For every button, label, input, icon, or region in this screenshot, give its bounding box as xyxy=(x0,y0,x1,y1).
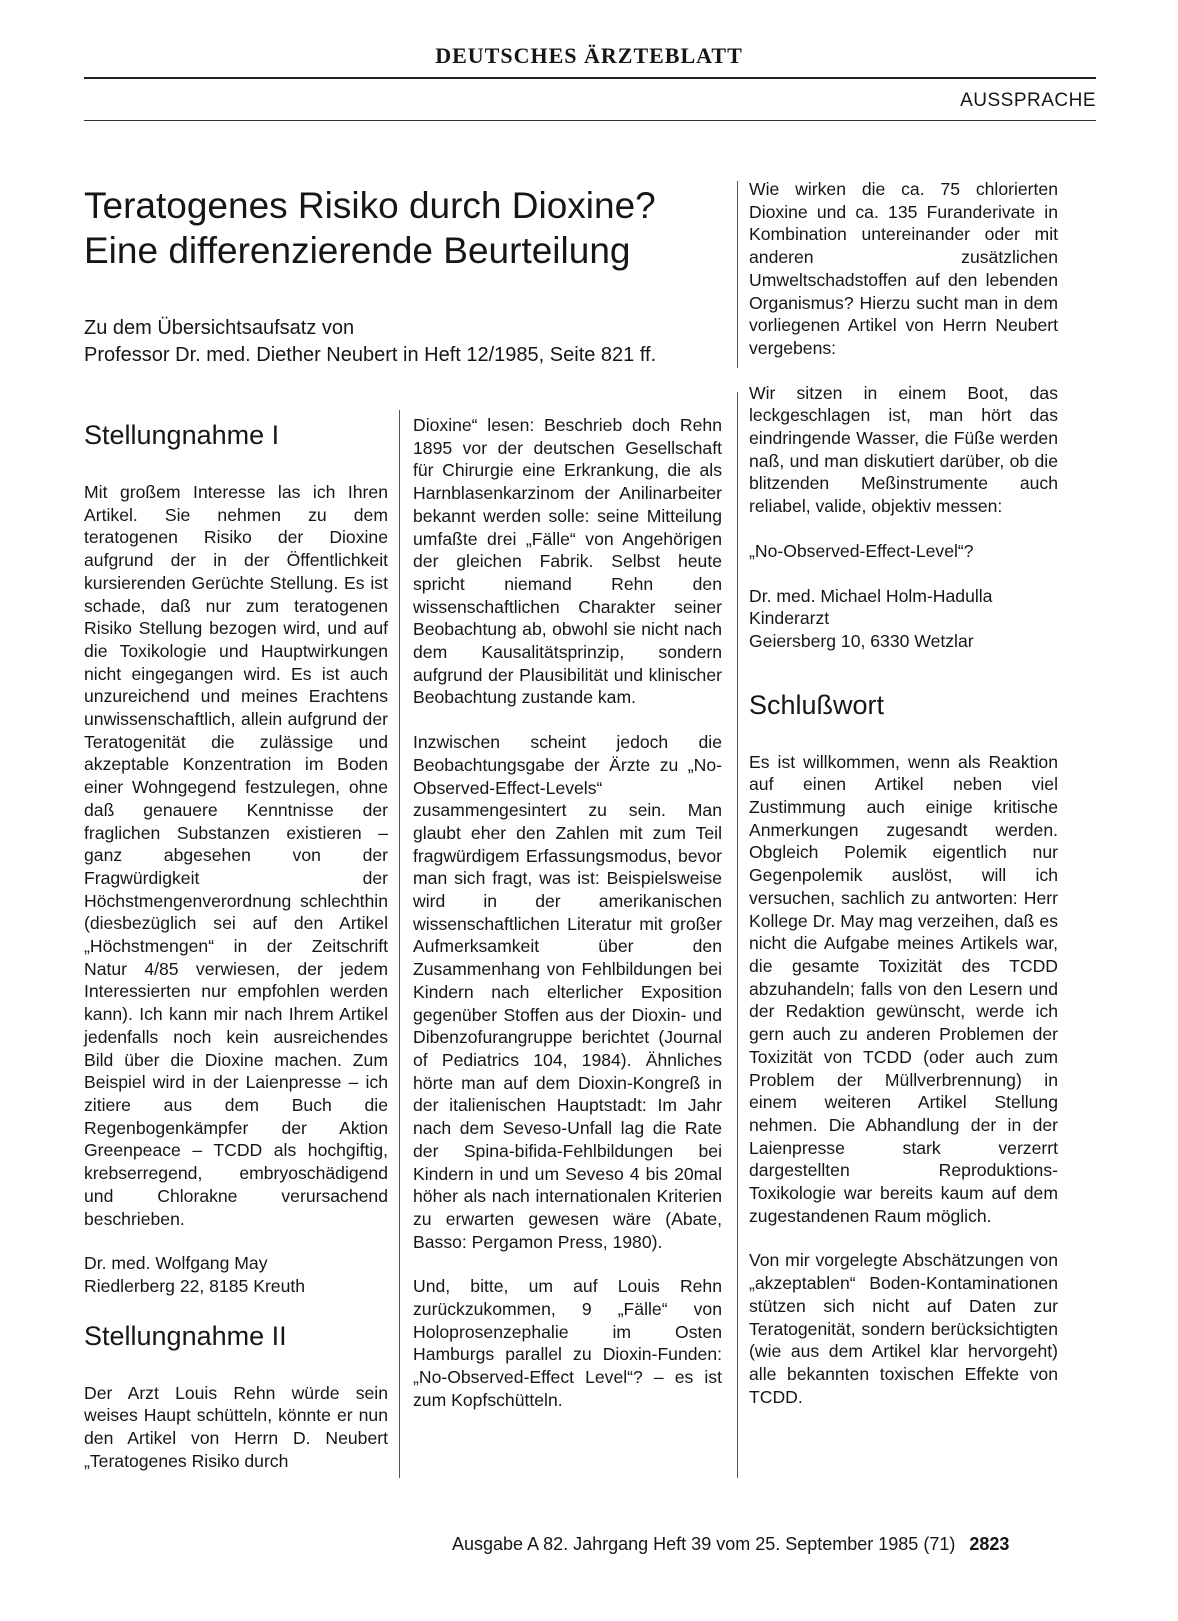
body-paragraph: Wie wirken die ca. 75 chlorierten Dioxine und ca. 135 Furanderivate in Kombination untereinander oder mit anderen zusätzlichen Umweltschadstoffen auf den lebenden Organismus? Hierzu sucht man in dem vorliegenen Artikel von Herrn Neubert vergebens: xyxy=(749,179,1058,358)
signature-address: Riedlerberg 22, 8185 Kreuth xyxy=(84,1275,306,1296)
signature-title: Kinderarzt xyxy=(749,608,830,629)
column-left xyxy=(84,419,388,1494)
heading-stellungnahme-2: Stellungnahme II xyxy=(84,1320,287,1351)
column-divider-left xyxy=(399,410,400,1478)
body-paragraph: Der Arzt Louis Rehn würde sein weises Haupt schütteln, könnte er nun den Artikel von Herrn D. Neubert „Teratogenes Risiko durch xyxy=(84,1382,388,1471)
page-number: 2823 xyxy=(969,1534,1010,1554)
body-paragraph: Von mir vorgelegte Abschätzungen von „akzeptablen“ Boden-Kontaminationen stützen sich nicht auf Daten zur Teratogenität, sondern berücksichtigten (wie aus dem Artikel klar hervorgeht) alle bekannten toxischen Effekte von TCDD. xyxy=(749,1250,1058,1407)
article-title xyxy=(84,183,754,273)
journal-masthead: DEUTSCHES ÄRZTEBLATT xyxy=(435,43,743,68)
signature-name: Dr. med. Wolfgang May xyxy=(84,1253,268,1274)
subtitle-line-1: Zu dem Übersichtsaufsatz von xyxy=(84,317,355,339)
article-subtitle xyxy=(84,315,754,369)
page-footer xyxy=(452,1533,1009,1555)
title-line-2: Eine differenzierende Beurteilung xyxy=(84,230,631,271)
column-right xyxy=(749,178,1058,1430)
section-label: AUSSPRACHE xyxy=(960,90,1096,111)
issue-info: Ausgabe A 82. Jahrgang Heft 39 vom 25. September 1985 (71) xyxy=(452,1534,956,1554)
signature-holm-hadulla xyxy=(749,585,1058,653)
column-middle xyxy=(413,414,722,1434)
heading-stellungnahme-1: Stellungnahme I xyxy=(84,420,280,450)
body-paragraph: Es ist willkommen, wenn als Reaktion auf einen Artikel neben viel Zustimmung auch einige kritische Anmerkungen zugesandt werden. Obgleich Polemik eigentlich nur Gegenpolemik auslöst, will ich versuchen, sachlich zu antworten: Herr Kollege Dr. May mag verzeihen, daß es nicht die Aufgabe meines Artikels war, die gesamte Toxizität des TCDD abzuhandeln; falls von den Lesern und der Redaktion gewünscht, werde ich gern auch zu anderen Problemen der Toxizität von TCDD (oder auch zum Problem der Müllverbrennung) in einem weiteren Artikel Stellung nehmen. Die Abhandlung der in der Laienpresse stark verzerrt dargestellten Reproduktions-Toxikologie war bereits kaum auf dem zugestandenen Raum möglich. xyxy=(749,751,1058,1226)
body-paragraph: Dioxine“ lesen: Beschrieb doch Rehn 1895 vor der deutschen Gesellschaft für Chirurgie eine Erkrankung, die als Harnblasenkarzinom der Anilinarbeiter bekannt werden solle: seine Mitteilung umfaßte drei „Fälle“ von Angehörigen der gleichen Fabrik. Selbst heute spricht niemand Rehn den wissenschaftlichen Charakter seiner Beobachtung ab, obwohl sie nicht nach dem Kausalitätsprinzip, sondern aufgrund der Plausibilität und klinischer Beobachtung zustande kam. xyxy=(413,415,722,708)
heading-schlusswort: Schlußwort xyxy=(749,689,885,720)
masthead-rule xyxy=(84,77,1096,79)
title-line-1: Teratogenes Risiko durch Dioxine? xyxy=(84,185,656,226)
body-paragraph: Inzwischen scheint jedoch die Beobachtungsgabe der Ärzte zu „No-Observed-Effect-Levels“ zusammengesintert zu sein. Man glaubt eher den Zahlen mit zum Teil fragwürdigem Erfassungsmodus, bevor man sich fragt, was ist: Beispielsweise wird in der amerikanischen wissenschaftlichen Literatur mit großer Aufmerksamkeit über den Zusammenhang von Fehlbildungen bei Kindern nach elterlicher Exposition gegenüber Stoffen aus der Dioxin- und Dibenzofurangruppe berichtet (Journal of Pediatrics 104, 1984). Ähnliches hörte man auf dem Dioxin-Kongreß in der italienischen Hauptstadt: Im Jahr nach dem Seveso-Unfall lag die Rate der Spina-bifida-Fehlbildungen bei Kindern in und um Seveso 4 bis 20mal höher als nach internationalen Kriterien zu erwarten gewesen wäre (Abate, Basso: Pergamon Press, 1980). xyxy=(413,732,722,1252)
signature-address: Geiersberg 10, 6330 Wetzlar xyxy=(749,630,974,651)
body-paragraph: „No-Observed-Effect-Level“? xyxy=(749,540,974,561)
signature-may xyxy=(84,1252,388,1297)
body-paragraph: Wir sitzen in einem Boot, das leckgeschlagen ist, man hört das eindringende Wasser, die Füße werden naß, und man diskutiert darüber, ob die blitzenden Meßinstrumente auch reliabel, valide, objektiv messen: xyxy=(749,382,1058,517)
header-rule xyxy=(84,120,1096,121)
column-divider-right xyxy=(737,392,738,1478)
signature-name: Dr. med. Michael Holm-Hadulla xyxy=(749,585,993,606)
body-paragraph: Und, bitte, um auf Louis Rehn zurückzukommen, 9 „Fälle“ von Holoprosenzephalie im Osten Hamburgs parallel zu Dioxin-Funden: „No-Observed-Effect Level“? – es ist zum Kopfschütteln. xyxy=(413,1276,722,1410)
body-paragraph: Mit großem Interesse las ich Ihren Artikel. Sie nehmen zu dem teratogenen Risiko der Dioxine aufgrund der in der Öffentlichkeit kursierenden Gerüchte Stellung. Es ist schade, daß nur zum teratogenen Risiko Stellung bezogen wird, und auf die Toxikologie und Hauptwirkungen nicht eingegangen wird. Es ist auch unzureichend und meines Erachtens unwissenschaftlich, allein aufgrund der Teratogenität die zulässige und akzeptable Konzentration im Boden einer Wohngegend festzulegen, ohne daß genauere Kenntnisse der fraglichen Substanzen existieren – ganz abgesehen von der Fragwürdigkeit der Höchstmengenverordnung schlechthin (diesbezüglich sei auf den Artikel „Höchstmengen“ in der Zeitschrift Natur 4/85 verwiesen, der jedem Interessierten nur empfohlen werden kann). Ich kann mir nach Ihrem Artikel jedenfalls noch kein ausreichendes Bild über die Dioxine machen. Zum Beispiel wird in der Laienpresse – ich zitiere aus dem Buch die Regenbogenkämpfer der Aktion Greenpeace – TCDD als hochgiftig, krebserregend, embryoschädigend und Chlorakne verursachend beschrieben. xyxy=(84,482,388,1229)
subtitle-line-2: Professor Dr. med. Diether Neubert in Heft 12/1985, Seite 821 ff. xyxy=(84,344,657,366)
